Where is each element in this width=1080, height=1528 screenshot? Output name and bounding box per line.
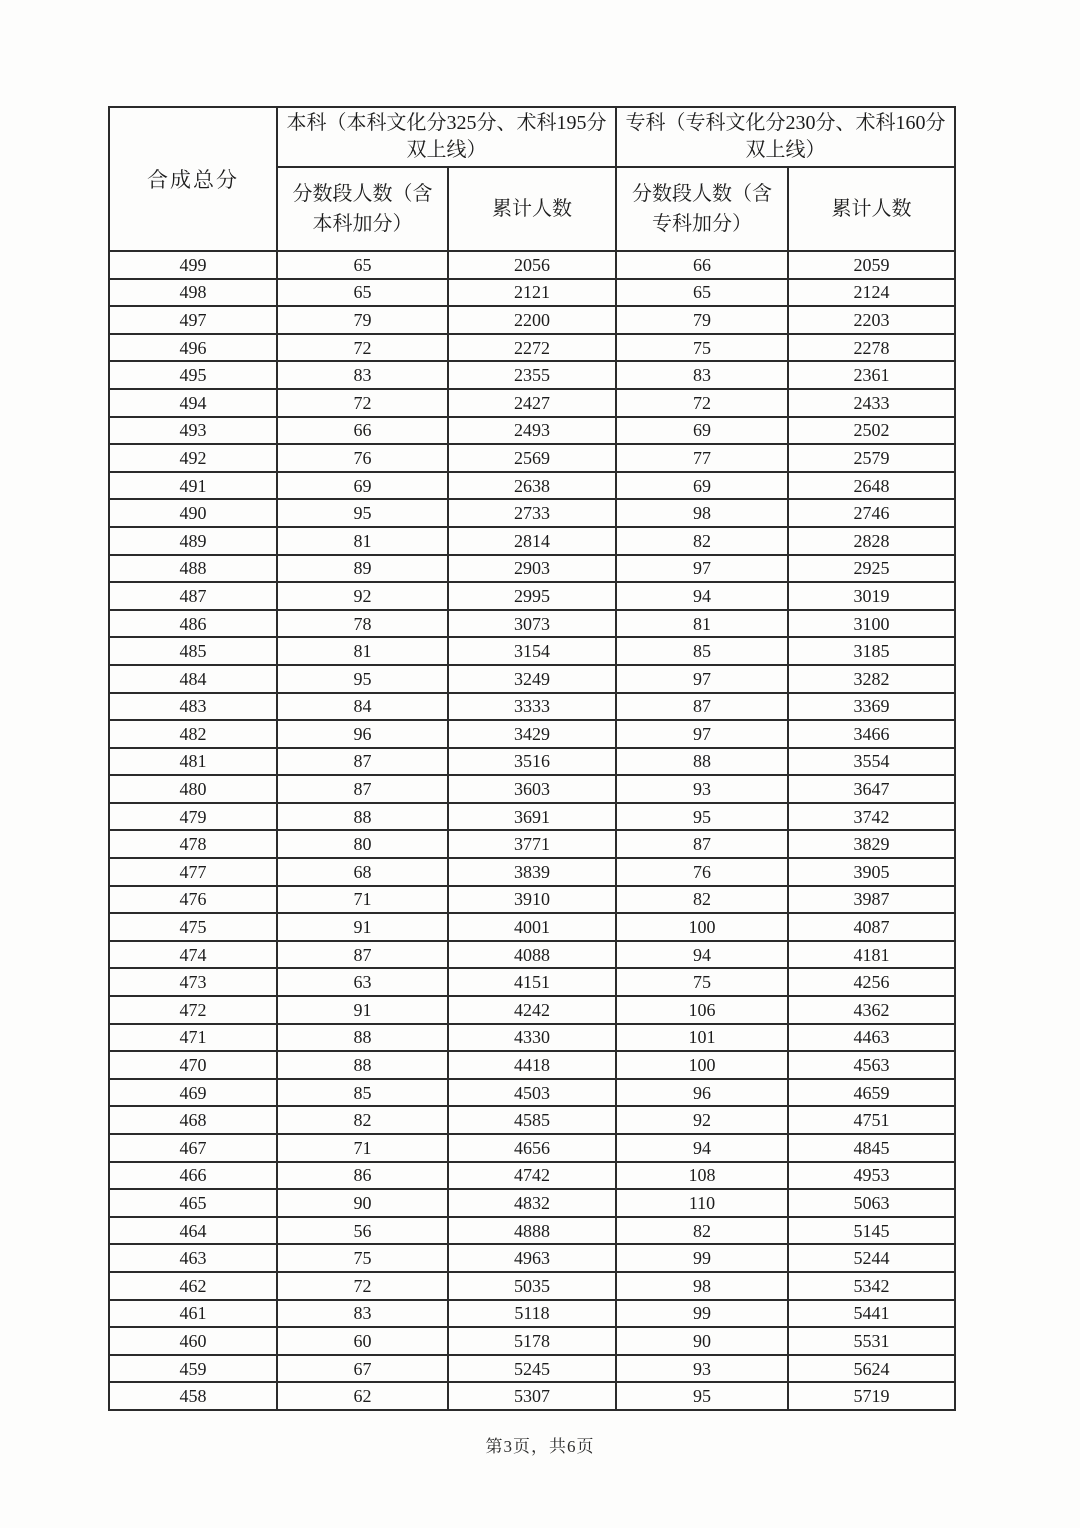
table-row: [109, 1106, 955, 1134]
table-row: [109, 637, 955, 665]
table-cell: 3249: [448, 665, 616, 693]
table-row: [109, 1162, 955, 1190]
header-zhuanke-cumulative-count: 累计人数: [788, 167, 955, 251]
table-cell: 66: [616, 251, 788, 279]
table-cell: 498: [109, 279, 277, 307]
table-cell: 4888: [448, 1217, 616, 1245]
table-row: [109, 803, 955, 831]
page-number-footer: 第3页，共6页: [485, 1437, 595, 1456]
table-cell: 2493: [448, 417, 616, 445]
table-cell: 469: [109, 1079, 277, 1107]
table-cell: 485: [109, 637, 277, 665]
table-cell: 2361: [788, 361, 955, 389]
table-cell: 95: [277, 665, 448, 693]
table-cell: 487: [109, 582, 277, 610]
table-cell: 71: [277, 1134, 448, 1162]
table-cell: 2502: [788, 417, 955, 445]
table-cell: 69: [616, 472, 788, 500]
table-cell: 2814: [448, 527, 616, 555]
header-benke-group: 本科（本科文化分325分、术科195分双上线）: [277, 107, 616, 167]
table-cell: 75: [277, 1244, 448, 1272]
table-cell: 3466: [788, 720, 955, 748]
table-cell: 3829: [788, 830, 955, 858]
table-cell: 5307: [448, 1382, 616, 1410]
table-row: [109, 251, 955, 279]
table-cell: 4845: [788, 1134, 955, 1162]
table-cell: 2200: [448, 306, 616, 334]
table-cell: 95: [616, 803, 788, 831]
table-cell: 2579: [788, 444, 955, 472]
table-cell: 77: [616, 444, 788, 472]
header-zhuanke-segment-count: 分数段人数（含专科加分）: [616, 167, 788, 251]
table-cell: 5118: [448, 1300, 616, 1328]
table-row: [109, 472, 955, 500]
table-cell: 84: [277, 693, 448, 721]
table-cell: 99: [616, 1244, 788, 1272]
table-cell: 5063: [788, 1189, 955, 1217]
table-row: [109, 1079, 955, 1107]
table-cell: 92: [277, 582, 448, 610]
table-cell: 88: [277, 1051, 448, 1079]
table-cell: 63: [277, 968, 448, 996]
table-row: [109, 858, 955, 886]
table-row: [109, 527, 955, 555]
table-cell: 3987: [788, 886, 955, 914]
table-cell: 5178: [448, 1327, 616, 1355]
header-composite-score: 合成总分: [109, 107, 277, 251]
table-row: [109, 1355, 955, 1383]
table-cell: 72: [277, 334, 448, 362]
table-cell: 97: [616, 555, 788, 583]
table-cell: 3516: [448, 748, 616, 776]
header-zhuanke-group: 专科（专科文化分230分、术科160分双上线）: [616, 107, 955, 167]
table-cell: 5624: [788, 1355, 955, 1383]
table-row: [109, 830, 955, 858]
table-cell: 62: [277, 1382, 448, 1410]
table-cell: 72: [277, 1272, 448, 1300]
table-cell: 106: [616, 996, 788, 1024]
table-cell: 90: [616, 1327, 788, 1355]
table-cell: 4242: [448, 996, 616, 1024]
table-row: [109, 1217, 955, 1245]
table-cell: 88: [277, 1024, 448, 1052]
table-cell: 101: [616, 1024, 788, 1052]
table-cell: 92: [616, 1106, 788, 1134]
table-cell: 87: [277, 941, 448, 969]
table-cell: 3019: [788, 582, 955, 610]
table-cell: 477: [109, 858, 277, 886]
table-cell: 479: [109, 803, 277, 831]
table-row: [109, 1300, 955, 1328]
table-cell: 68: [277, 858, 448, 886]
table-cell: 4088: [448, 941, 616, 969]
table-cell: 91: [277, 913, 448, 941]
table-row: [109, 389, 955, 417]
table-cell: 3905: [788, 858, 955, 886]
table-cell: 4463: [788, 1024, 955, 1052]
table-cell: 82: [616, 886, 788, 914]
table-row: [109, 941, 955, 969]
table-cell: 2903: [448, 555, 616, 583]
table-row: [109, 968, 955, 996]
table-cell: 488: [109, 555, 277, 583]
table-cell: 466: [109, 1162, 277, 1190]
table-cell: 3185: [788, 637, 955, 665]
table-cell: 69: [277, 472, 448, 500]
table-cell: 95: [277, 499, 448, 527]
table-cell: 460: [109, 1327, 277, 1355]
table-cell: 5342: [788, 1272, 955, 1300]
table-cell: 99: [616, 1300, 788, 1328]
table-cell: 496: [109, 334, 277, 362]
table-row: [109, 996, 955, 1024]
table-cell: 88: [616, 748, 788, 776]
table-cell: 465: [109, 1189, 277, 1217]
table-row: [109, 306, 955, 334]
header-benke-segment-count: 分数段人数（含本科加分）: [277, 167, 448, 251]
table-cell: 461: [109, 1300, 277, 1328]
table-cell: 67: [277, 1355, 448, 1383]
table-cell: 81: [277, 637, 448, 665]
table-cell: 85: [277, 1079, 448, 1107]
table-cell: 462: [109, 1272, 277, 1300]
table-cell: 2355: [448, 361, 616, 389]
table-cell: 4087: [788, 913, 955, 941]
table-cell: 72: [616, 389, 788, 417]
table-cell: 79: [616, 306, 788, 334]
table-cell: 3073: [448, 610, 616, 638]
table-cell: 83: [277, 1300, 448, 1328]
table-cell: 56: [277, 1217, 448, 1245]
table-cell: 2059: [788, 251, 955, 279]
table-row: [109, 748, 955, 776]
table-cell: 3603: [448, 775, 616, 803]
table-cell: 3554: [788, 748, 955, 776]
table-cell: 4362: [788, 996, 955, 1024]
table-cell: 89: [277, 555, 448, 583]
table-row: [109, 279, 955, 307]
table-cell: 483: [109, 693, 277, 721]
table-cell: 2569: [448, 444, 616, 472]
table-cell: 87: [616, 693, 788, 721]
score-table-header: [109, 107, 955, 251]
table-cell: 97: [616, 665, 788, 693]
table-cell: 489: [109, 527, 277, 555]
table-cell: 3771: [448, 830, 616, 858]
table-cell: 3647: [788, 775, 955, 803]
table-cell: 65: [616, 279, 788, 307]
table-cell: 65: [277, 279, 448, 307]
table-row: [109, 693, 955, 721]
table-row: [109, 582, 955, 610]
table-cell: 69: [616, 417, 788, 445]
table-row: [109, 775, 955, 803]
table-cell: 4751: [788, 1106, 955, 1134]
table-cell: 476: [109, 886, 277, 914]
table-cell: 87: [277, 775, 448, 803]
table-cell: 90: [277, 1189, 448, 1217]
table-cell: 83: [277, 361, 448, 389]
table-cell: 5145: [788, 1217, 955, 1245]
table-cell: 3910: [448, 886, 616, 914]
table-cell: 86: [277, 1162, 448, 1190]
table-cell: 3154: [448, 637, 616, 665]
table-row: [109, 886, 955, 914]
table-cell: 4963: [448, 1244, 616, 1272]
table-cell: 76: [616, 858, 788, 886]
table-cell: 475: [109, 913, 277, 941]
table-cell: 79: [277, 306, 448, 334]
table-row: [109, 913, 955, 941]
table-cell: 4330: [448, 1024, 616, 1052]
table-cell: 4832: [448, 1189, 616, 1217]
table-cell: 98: [616, 1272, 788, 1300]
table-cell: 2733: [448, 499, 616, 527]
table-cell: 490: [109, 499, 277, 527]
table-row: [109, 1382, 955, 1410]
table-cell: 81: [616, 610, 788, 638]
table-cell: 2828: [788, 527, 955, 555]
table-cell: 85: [616, 637, 788, 665]
table-cell: 2648: [788, 472, 955, 500]
table-row: [109, 1327, 955, 1355]
table-cell: 493: [109, 417, 277, 445]
table-cell: 4181: [788, 941, 955, 969]
table-cell: 468: [109, 1106, 277, 1134]
table-cell: 91: [277, 996, 448, 1024]
table-cell: 3282: [788, 665, 955, 693]
table-cell: 87: [277, 748, 448, 776]
table-cell: 480: [109, 775, 277, 803]
table-cell: 472: [109, 996, 277, 1024]
table-row: [109, 1134, 955, 1162]
table-cell: 2124: [788, 279, 955, 307]
table-cell: 4256: [788, 968, 955, 996]
table-cell: 2638: [448, 472, 616, 500]
table-cell: 494: [109, 389, 277, 417]
table-cell: 4585: [448, 1106, 616, 1134]
table-cell: 82: [616, 1217, 788, 1245]
table-cell: 5441: [788, 1300, 955, 1328]
table-cell: 491: [109, 472, 277, 500]
table-cell: 464: [109, 1217, 277, 1245]
table-cell: 66: [277, 417, 448, 445]
table-row: [109, 1024, 955, 1052]
table-cell: 484: [109, 665, 277, 693]
table-cell: 5244: [788, 1244, 955, 1272]
table-cell: 3369: [788, 693, 955, 721]
table-cell: 497: [109, 306, 277, 334]
table-cell: 93: [616, 1355, 788, 1383]
table-cell: 98: [616, 499, 788, 527]
table-cell: 2278: [788, 334, 955, 362]
table-cell: 94: [616, 941, 788, 969]
table-cell: 2746: [788, 499, 955, 527]
table-cell: 76: [277, 444, 448, 472]
table-cell: 495: [109, 361, 277, 389]
table-cell: 65: [277, 251, 448, 279]
table-cell: 2056: [448, 251, 616, 279]
table-cell: 2272: [448, 334, 616, 362]
table-cell: 83: [616, 361, 788, 389]
score-table-body: [109, 251, 955, 1410]
table-cell: 2925: [788, 555, 955, 583]
table-row: [109, 1051, 955, 1079]
table-cell: 95: [616, 1382, 788, 1410]
header-benke-cumulative-count: 累计人数: [448, 167, 616, 251]
table-cell: 473: [109, 968, 277, 996]
table-cell: 5245: [448, 1355, 616, 1383]
table-cell: 467: [109, 1134, 277, 1162]
table-cell: 96: [616, 1079, 788, 1107]
table-cell: 82: [277, 1106, 448, 1134]
table-cell: 100: [616, 1051, 788, 1079]
table-row: [109, 1272, 955, 1300]
table-row: [109, 1244, 955, 1272]
table-cell: 474: [109, 941, 277, 969]
table-cell: 75: [616, 968, 788, 996]
table-cell: 108: [616, 1162, 788, 1190]
table-cell: 4659: [788, 1079, 955, 1107]
table-cell: 492: [109, 444, 277, 472]
table-cell: 72: [277, 389, 448, 417]
table-row: [109, 444, 955, 472]
table-cell: 94: [616, 1134, 788, 1162]
table-cell: 80: [277, 830, 448, 858]
table-cell: 4503: [448, 1079, 616, 1107]
table-cell: 96: [277, 720, 448, 748]
table-cell: 5719: [788, 1382, 955, 1410]
table-cell: 87: [616, 830, 788, 858]
table-cell: 4656: [448, 1134, 616, 1162]
table-cell: 463: [109, 1244, 277, 1272]
table-row: [109, 361, 955, 389]
table-cell: 71: [277, 886, 448, 914]
table-cell: 3100: [788, 610, 955, 638]
table-cell: 459: [109, 1355, 277, 1383]
table-cell: 486: [109, 610, 277, 638]
table-cell: 482: [109, 720, 277, 748]
table-cell: 2995: [448, 582, 616, 610]
table-cell: 3839: [448, 858, 616, 886]
table-cell: 75: [616, 334, 788, 362]
table-cell: 4001: [448, 913, 616, 941]
table-cell: 2427: [448, 389, 616, 417]
table-cell: 94: [616, 582, 788, 610]
table-cell: 78: [277, 610, 448, 638]
table-row: [109, 334, 955, 362]
table-row: [109, 665, 955, 693]
table-row: [109, 555, 955, 583]
table-cell: 3691: [448, 803, 616, 831]
table-cell: 2433: [788, 389, 955, 417]
table-cell: 3429: [448, 720, 616, 748]
table-cell: 481: [109, 748, 277, 776]
score-table: [108, 106, 956, 1411]
table-cell: 88: [277, 803, 448, 831]
table-cell: 458: [109, 1382, 277, 1410]
table-cell: 4563: [788, 1051, 955, 1079]
table-cell: 4418: [448, 1051, 616, 1079]
table-cell: 2121: [448, 279, 616, 307]
table-cell: 60: [277, 1327, 448, 1355]
table-cell: 5531: [788, 1327, 955, 1355]
table-row: [109, 417, 955, 445]
table-cell: 81: [277, 527, 448, 555]
table-cell: 4953: [788, 1162, 955, 1190]
table-cell: 110: [616, 1189, 788, 1217]
table-cell: 4742: [448, 1162, 616, 1190]
table-row: [109, 720, 955, 748]
table-cell: 2203: [788, 306, 955, 334]
table-cell: 499: [109, 251, 277, 279]
table-cell: 3742: [788, 803, 955, 831]
table-cell: 4151: [448, 968, 616, 996]
table-cell: 3333: [448, 693, 616, 721]
table-cell: 82: [616, 527, 788, 555]
table-cell: 93: [616, 775, 788, 803]
table-cell: 478: [109, 830, 277, 858]
table-cell: 471: [109, 1024, 277, 1052]
table-row: [109, 1189, 955, 1217]
table-cell: 97: [616, 720, 788, 748]
table-cell: 5035: [448, 1272, 616, 1300]
table-row: [109, 499, 955, 527]
table-cell: 470: [109, 1051, 277, 1079]
table-cell: 100: [616, 913, 788, 941]
table-row: [109, 610, 955, 638]
